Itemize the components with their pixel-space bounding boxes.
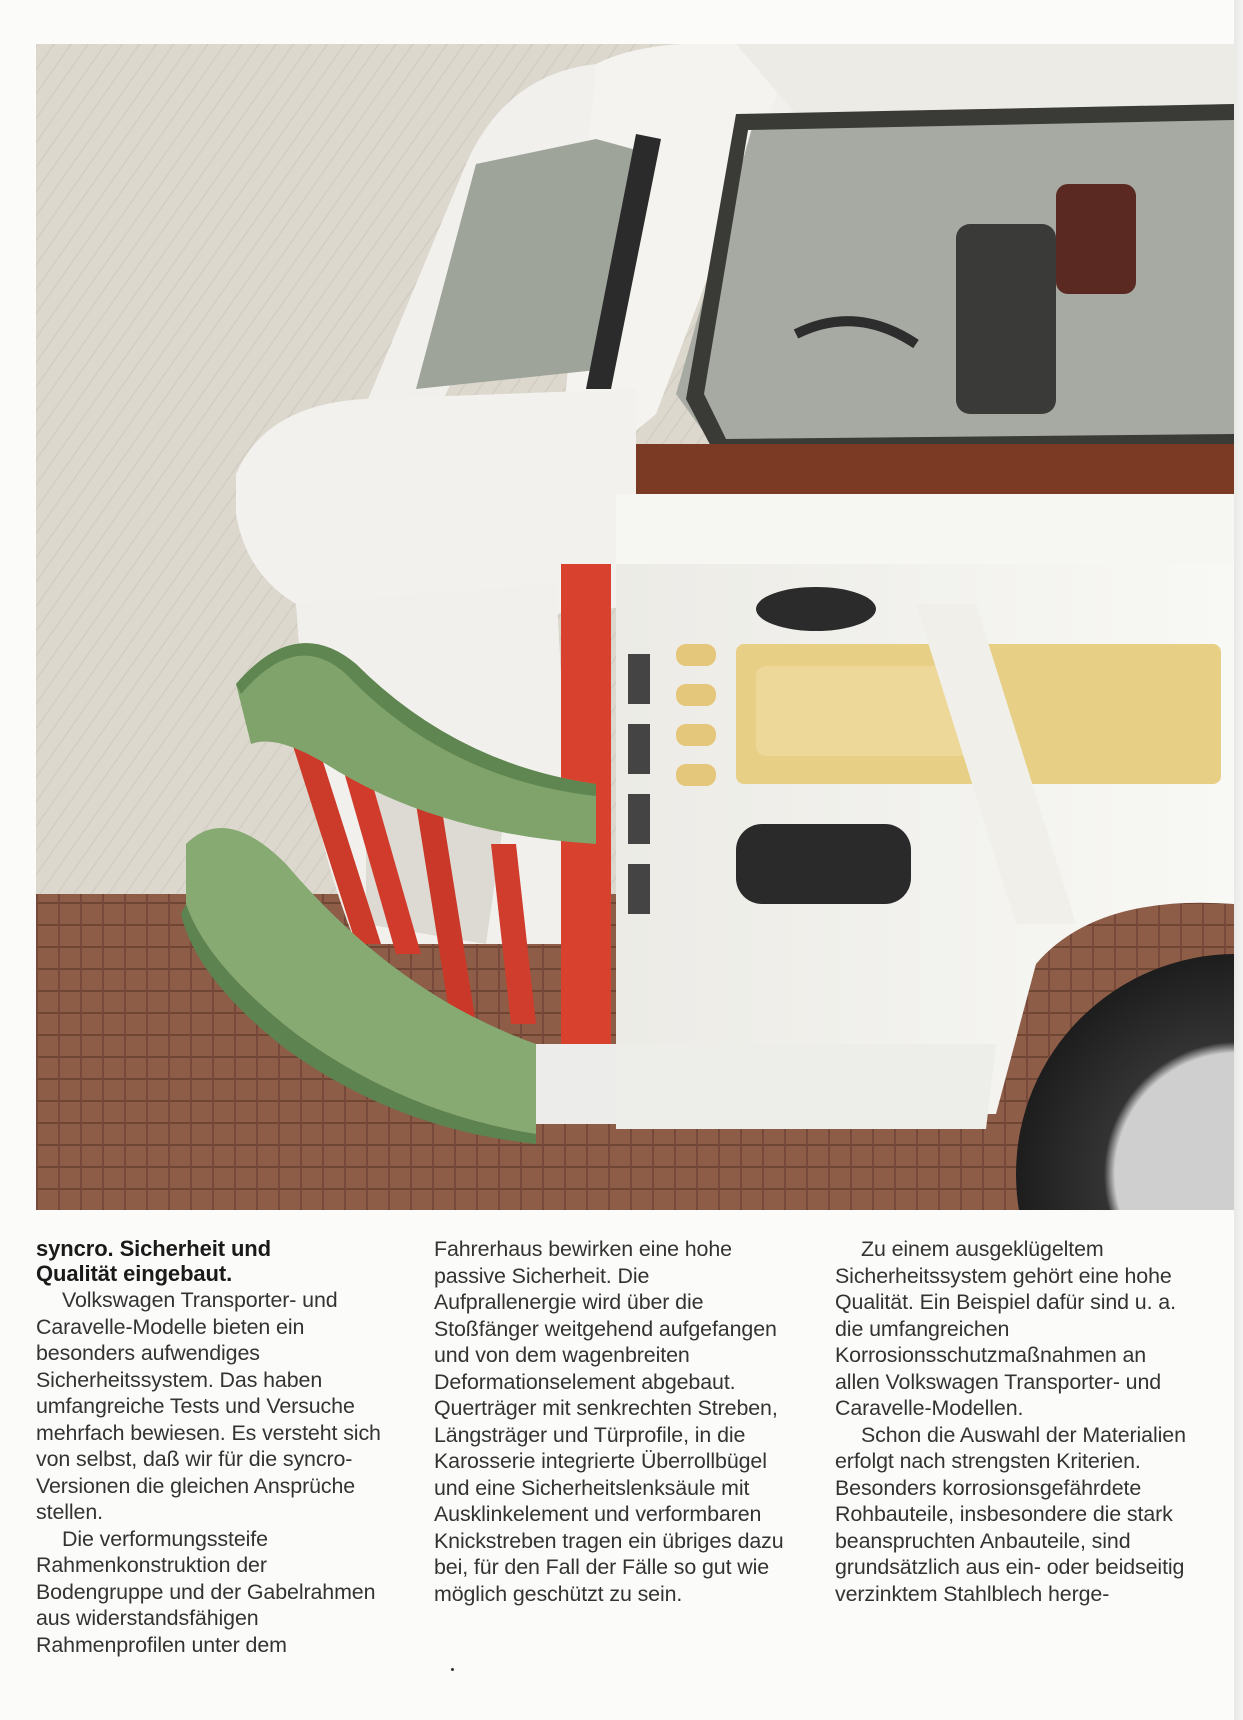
seat-headrest xyxy=(1056,184,1136,294)
col2-paragraph-1: Fahrerhaus bewirken eine hohe passive Sicherheit. Die Aufprallenergie wird über die Stoßfänger weitgehend aufgefangen und von dem wagenbreiten Deformationselement abgebaut. Querträger mit senkrechten Streben, Längsträger und Türprofile, in die Karosserie integrierte Überrollbügel und eine Sicherheitslenksäule mit Ausklinkelement und verformbaren Knickstreben tragen ein übriges dazu bei, für den Fall der Fälle so gut wie möglich geschützt zu sein. xyxy=(434,1237,784,1606)
pillar-slot-3 xyxy=(628,794,650,844)
print-speck xyxy=(451,1668,454,1671)
door-vent-slot-1 xyxy=(676,644,716,666)
text-column-1 xyxy=(36,1236,396,1658)
article-heading xyxy=(36,1236,396,1286)
col1-paragraph-2: Die verformungssteife Rahmenkonstruktion der Bodengruppe und der Gabelrahmen aus widerstandsfähigen Rahmenprofilen unter dem xyxy=(36,1526,376,1657)
col3-paragraph-1: Zu einem ausgeklügeltem Sicherheitssystem gehört eine hohe Qualität. Ein Beispiel dafür sind u. a. die umfangreichen Korrosionsschutzmaßnahmen an allen Volkswagen Transporter- und Caravelle-Modellen. xyxy=(835,1237,1176,1420)
seat-back xyxy=(956,224,1056,414)
door-speaker-hole xyxy=(756,587,876,631)
vehicle-body-photo xyxy=(36,44,1234,1210)
door-vent-slot-2 xyxy=(676,684,716,706)
text-column-2 xyxy=(434,1236,794,1607)
pillar-slot-1 xyxy=(628,654,650,704)
wood-trim xyxy=(636,444,1234,499)
door-shell xyxy=(616,494,1234,564)
pillar-slot-4 xyxy=(628,864,650,914)
heading-line-2: Qualität eingebaut. xyxy=(36,1261,233,1286)
heading-line-1: syncro. Sicherheit und xyxy=(36,1236,271,1261)
van-body-shell-icon xyxy=(36,44,1234,1210)
door-access-hole xyxy=(736,824,911,904)
door-vent-slot-3 xyxy=(676,724,716,746)
rocker-panel xyxy=(616,1044,996,1129)
rear-roof-frame xyxy=(736,44,1234,114)
col3-paragraph-2: Schon die Auswahl der Materialien erfolgt nach strengsten Kriterien. Besonders korrosionsgefährdete Rohbauteile, insbesondere die stark beanspruchten Anbauteile, sind grundsätzlich aus ein- oder beidseitig verzinktem Stahlblech herge- xyxy=(835,1422,1186,1606)
col1-paragraph-1: Volkswagen Transporter- und Caravelle-Modelle bieten ein besonders aufwendiges Sicherheitssystem. Das haben umfangreiche Tests und Versuche mehrfach bewiesen. Es versteht sich von selbst, daß wir für die syncro-Versionen die gleichen Ansprüche stellen. xyxy=(36,1288,381,1524)
page-edge xyxy=(1234,0,1243,1720)
door-window xyxy=(676,104,1234,449)
text-column-3 xyxy=(835,1236,1195,1607)
red-a-post xyxy=(561,564,611,1124)
door-vent-slot-4 xyxy=(676,764,716,786)
pillar-slot-2 xyxy=(628,724,650,774)
